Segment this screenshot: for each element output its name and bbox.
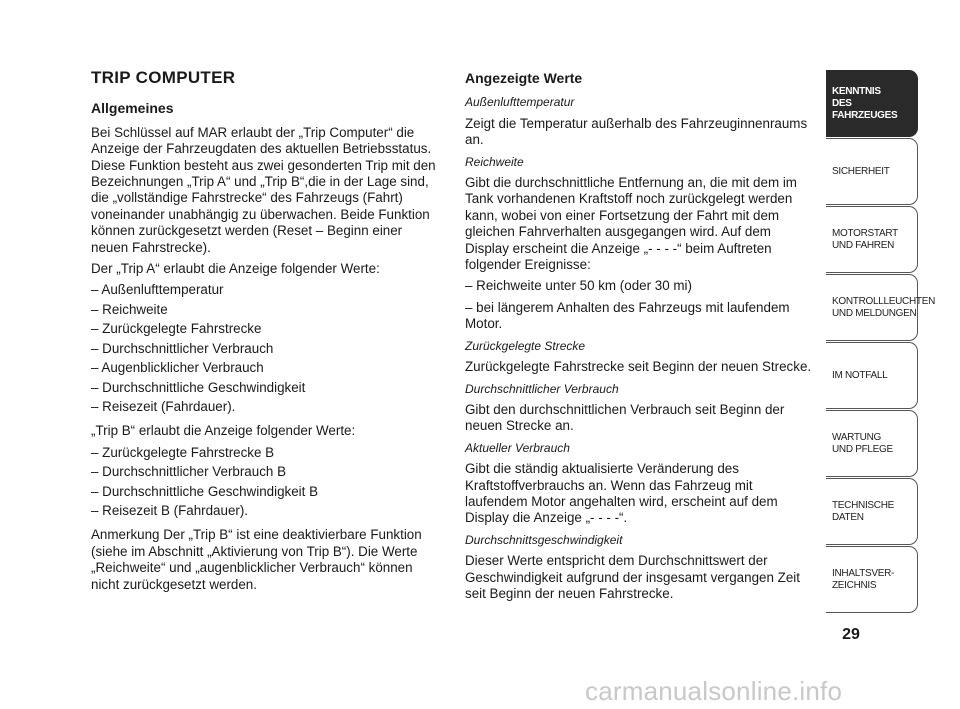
tab-label: SICHERHEIT [832,165,890,177]
trip-a-item: – Zurückgelegte Fahrstrecke [91,321,262,337]
trip-a-item: – Reichweite [91,301,168,317]
trip-a-item: – Außenlufttemperatur [91,282,224,298]
page-number: 29 [842,626,860,643]
range-item: – bei längerem Anhalten des Fahrzeugs mit laufendem Motor. [465,299,790,332]
text-avg-speed: Dieser Werte entspricht dem Durchschnittswert der Geschwindigkeit aufgrund der insgesamt vergangen Zeit seit Beginn der neuen Fahrstrecke. [465,553,800,601]
trip-b-item: – Durchschnittliche Geschwindigkeit B [91,483,319,499]
tab-technische-daten[interactable] [826,478,918,545]
trip-a-item: – Augenblicklicher Verbrauch [91,360,264,376]
subheading-outside-temp: Außenlufttemperatur [465,95,575,110]
right-column [465,70,815,607]
subheading-current-consumption: Aktueller Verbrauch [465,440,570,455]
trip-a-item: – Durchschnittliche Geschwindigkeit [91,379,306,395]
text-distance: Zurückgelegte Fahrstrecke seit Beginn der neuen Strecke. [465,359,812,375]
tab-label: IM NOTFALL [832,369,888,381]
trip-a-item: – Reisezeit (Fahrdauer). [91,398,236,414]
tab-wartung[interactable] [826,410,918,477]
trip-b-intro: „Trip B“ erlaubt die Anzeige folgender Werte: [91,423,356,439]
tab-label: MOTORSTART UND FAHREN [832,227,898,251]
tab-label: KONTROLLLEUCHTEN UND MELDUNGEN [832,295,935,319]
tab-inhaltsverzeichnis[interactable] [826,546,918,613]
watermark: carmanualsonline.info [585,676,843,706]
tab-label: WARTUNG UND PFLEGE [832,431,893,455]
note-paragraph: Anmerkung Der „Trip B“ ist eine deaktivierbare Funktion (siehe im Abschnitt „Aktivierung von Trip B“). Die Werte „Reichweite“ und „augenblicklicher Verbrauch“ können nicht zurückgesetzt werden. [91,527,422,592]
subheading-avg-speed: Durchschnittsgeschwindigkeit [465,532,623,547]
range-item: – Reichweite unter 50 km (oder 30 mi) [465,278,692,294]
tab-kenntnis[interactable] [826,70,918,137]
general-paragraph: Bei Schlüssel auf MAR erlaubt der „Trip Computer“ die Anzeige der Fahrzeugdaten des aktuellen Betriebsstatus. Diese Funktion besteht aus zwei gesonderten Trip mit den Bezeichnungen „Trip A“ und „Trip B“,die in der Lage sind, die „vollständige Fahrstrecke“ des Fahrzeugs (Fahrt) voneinander unabhängig zu überwachen. Beide Funktion können zurückgesetzt werden (Reset – Beginn einer neuen Fahrstrecke). [91,124,436,255]
left-column [91,70,439,598]
text-range: Gibt die durchschnittliche Entfernung an, die mit dem im Tank vorhandenen Kraftstoff noch zurückgelegt werden kann, wobei von einer Fortsetzung der Fahrt mit dem gleichen Fahrverhalten ausgegangen wird. Auf dem Display erscheint die Anzeige „- - - -“ beim Auftreten folgender Ereignisse: [465,175,797,273]
tab-label: KENNTNIS DES FAHRZEUGES [832,85,898,121]
trip-a-item: – Durchschnittlicher Verbrauch [91,340,274,356]
tab-sicherheit[interactable] [826,138,918,205]
tab-im-notfall[interactable] [826,342,918,409]
subheading-distance: Zurückgelegte Strecke [465,338,586,353]
trip-a-intro: Der „Trip A“ erlaubt die Anzeige folgender Werte: [91,261,380,277]
tab-motorstart[interactable] [826,206,918,273]
tab-label: TECHNISCHE DATEN [832,499,895,523]
page-title: TRIP COMPUTER [91,68,236,87]
trip-b-item: – Durchschnittlicher Verbrauch B [91,464,287,480]
subheading-avg-consumption: Durchschnittlicher Verbrauch [465,381,619,396]
text-current-consumption: Gibt die ständig aktualisierte Veränderung des Kraftstoffverbrauchs an. Wenn das Fahrzeug mit laufendem Motor angehalten wird, erscheint auf dem Display die Anzeige „- - - -“. [465,461,778,526]
subheading-range: Reichweite [465,154,524,169]
section-heading-general: Allgemeines [91,100,174,117]
chapter-tabs [826,70,935,614]
tab-kontrollleuchten[interactable] [826,274,935,341]
text-avg-consumption: Gibt den durchschnittlichen Verbrauch seit Beginn der neuen Strecke an. [465,401,785,434]
trip-b-item: – Zurückgelegte Fahrstrecke B [91,444,275,460]
trip-b-item: – Reisezeit B (Fahrdauer). [91,502,249,518]
tab-label: INHALTSVER- ZEICHNIS [832,567,895,591]
text-outside-temp: Zeigt die Temperatur außerhalb des Fahrzeuginnenraums an. [465,115,808,148]
section-heading-values: Angezeigte Werte [465,70,583,86]
